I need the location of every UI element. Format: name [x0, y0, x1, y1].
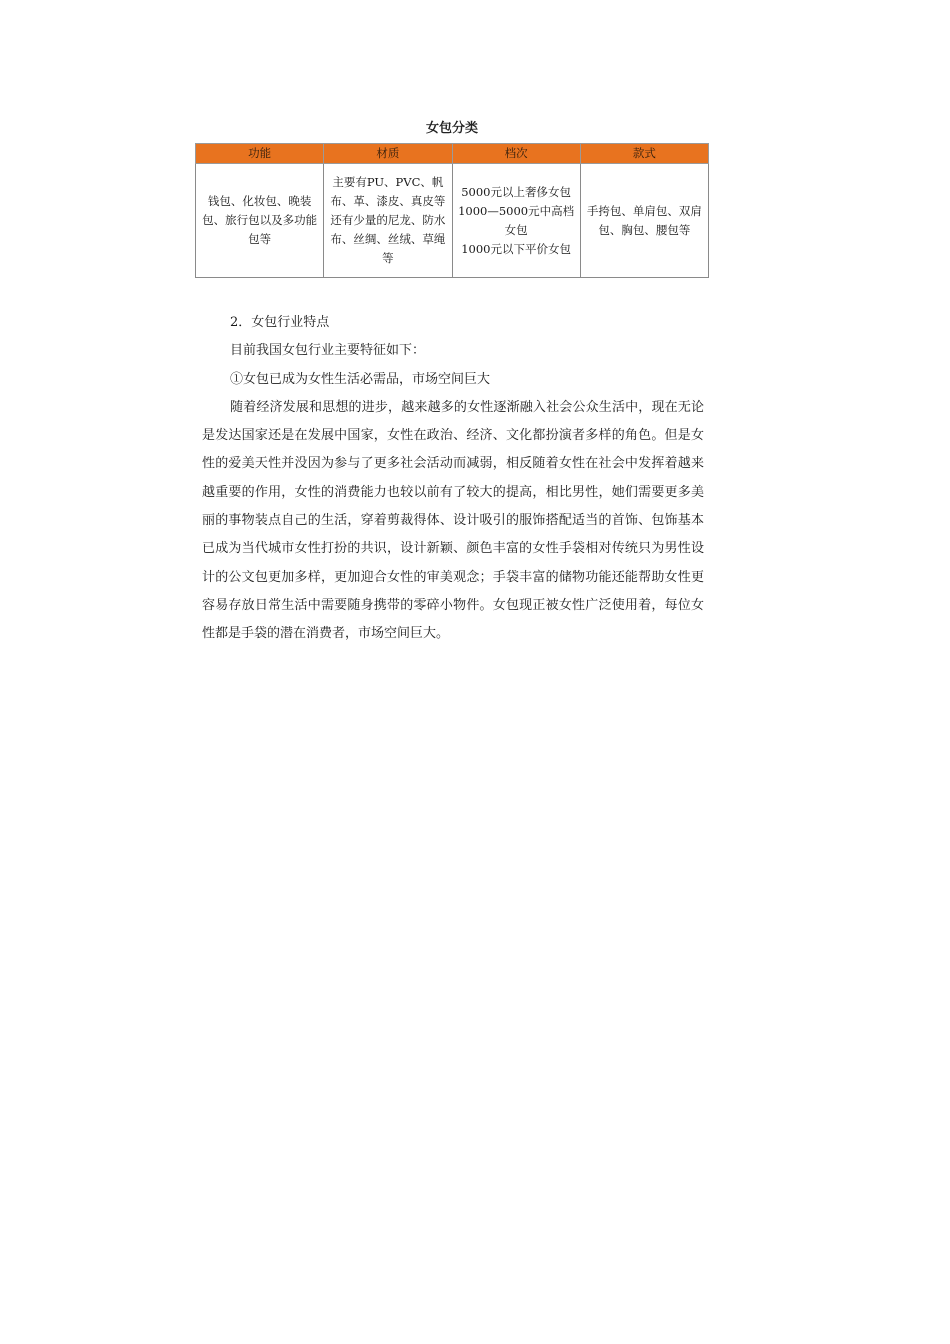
header-style: 款式: [580, 144, 708, 164]
cell-text: 1000元以下平价女包: [461, 241, 572, 256]
article-body: [202, 309, 704, 649]
cell-text: 还有少量的尼龙、防水布、丝绸、丝绒、草绳等: [330, 213, 446, 265]
body-paragraph: 随着经济发展和思想的进步，越来越多的女性逐渐融入社会公众生活中，现在无论是发达国家还是在发展中国家，女性在政治、经济、文化都扮演者多样的角色。但是女性的爱美天性并没因为参与了更多社会活动而减弱，相反随着女性在社会中发挥着越来越重要的作用，女性的消费能力也较以前有了较大的提高，相比男性，她们需要更多美丽的事物装点自己的生活，穿着剪裁得体、设计吸引的服饰搭配适当的首饰、包饰基本已成为当代城市女性打扮的共识，设计新颖、颜色丰富的女性手袋相对传统只为男性设计的公文包更加多样，更加迎合女性的审美观念；手袋丰富的储物功能还能帮助女性更容易存放日常生活中需要随身携带的零碎小物件。女包现正被女性广泛使用着，每位女性都是手袋的潜在消费者，市场空间巨大。: [202, 399, 704, 642]
header-grade: 档次: [452, 144, 580, 164]
cell-text: 主要有PU、PVC、帆布、革、漆皮、真皮等: [330, 175, 446, 208]
cell-style: [580, 164, 708, 278]
header-function: 功能: [196, 144, 324, 164]
cell-text: 1000—5000元中高档女包: [458, 203, 575, 237]
cell-grade: [452, 164, 580, 278]
header-material: 材质: [324, 144, 452, 164]
cell-function: [196, 164, 324, 278]
intro-paragraph: 目前我国女包行业主要特征如下：: [230, 343, 426, 359]
section-heading: 2．女包行业特点: [230, 315, 330, 330]
cell-text: 手挎包、单肩包、双肩包、胸包、腰包等: [586, 203, 702, 237]
point-heading: ①女包已成为女性生活必需品，市场空间巨大: [230, 371, 491, 387]
cell-text: 5000元以上奢侈女包: [461, 184, 572, 199]
cell-text: 钱包、化妆包、晚装包、旅行包以及多功能包等: [202, 194, 318, 246]
table-row: [196, 164, 709, 278]
table-header-row: [196, 144, 709, 164]
classification-table: [195, 143, 709, 278]
cell-material: [324, 164, 452, 278]
table-caption: 女包分类: [425, 121, 478, 136]
